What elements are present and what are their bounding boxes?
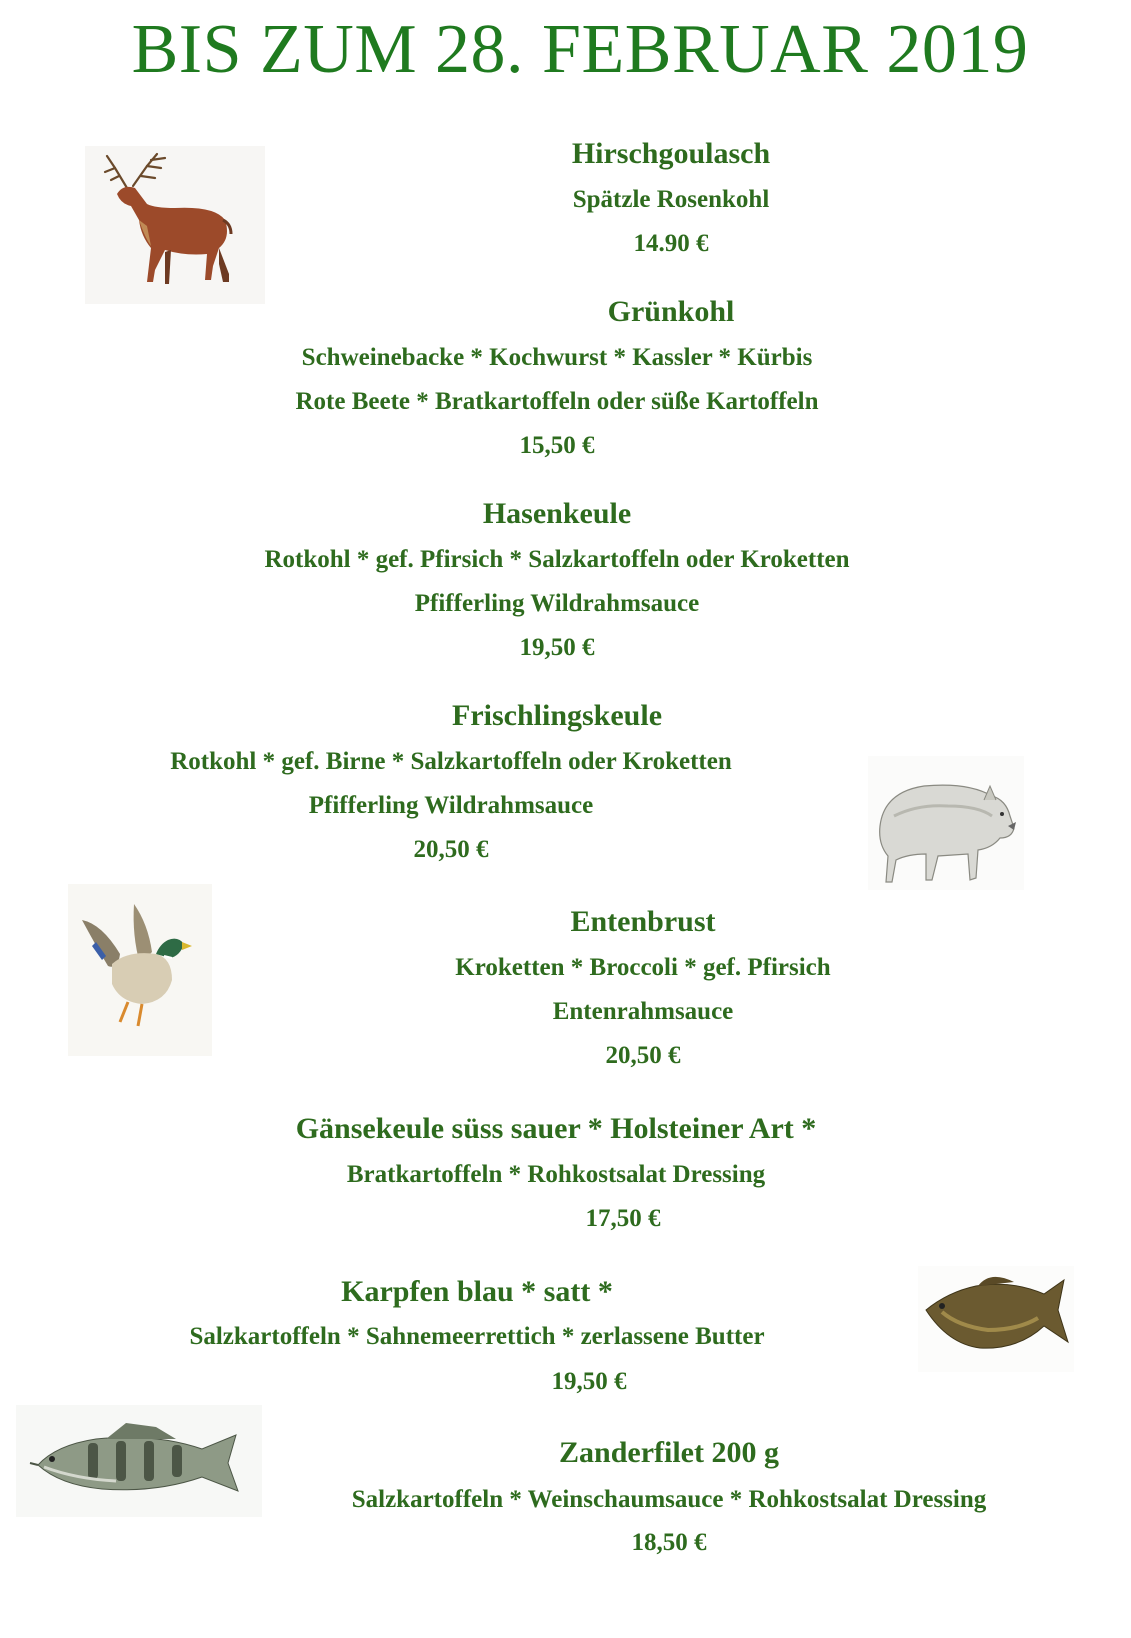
zander-image [16, 1405, 262, 1517]
carp-image [918, 1266, 1074, 1372]
dish-description: Rote Beete * Bratkartoffeln oder süße Kartoffeln [295, 388, 819, 415]
dish-description: Salzkartoffeln * Weinschaumsauce * Rohkostsalat Dressing [351, 1486, 987, 1513]
dish-price: 20,50 € [605, 1042, 681, 1069]
dish-price: 15,50 € [519, 432, 595, 459]
deer-image [85, 146, 265, 304]
dish-price: 19,50 € [551, 1368, 627, 1395]
menu-title: BIS ZUM 28. FEBRUAR 2019 [131, 11, 1029, 88]
dish-description: Spätzle Rosenkohl [572, 186, 770, 213]
dish-description: Salzkartoffeln * Sahnemeerrettich * zerlassene Butter [189, 1323, 765, 1350]
dish-name: Zanderfilet 200 g [559, 1436, 779, 1469]
dish-name: Karpfen blau * satt * [341, 1275, 613, 1308]
dish-name: Grünkohl [607, 295, 735, 328]
dish-name: Gänsekeule süss sauer * Holsteiner Art * [295, 1112, 817, 1145]
dish-name: Hirschgoulasch [571, 137, 771, 170]
dish-description: Rotkohl * gef. Pfirsich * Salzkartoffeln oder Kroketten [264, 546, 850, 573]
dish-description: Pfifferling Wildrahmsauce [308, 792, 594, 819]
dish-name: Frischlingskeule [451, 699, 663, 732]
wild-boar-image [868, 756, 1024, 890]
dish-name: Hasenkeule [482, 497, 632, 530]
mallard-duck-image [68, 884, 212, 1056]
dish-description: Schweinebacke * Kochwurst * Kassler * Kürbis [301, 344, 813, 371]
dish-price: 19,50 € [519, 634, 595, 661]
dish-price: 14.90 € [633, 230, 709, 257]
dish-description: Pfifferling Wildrahmsauce [414, 590, 700, 617]
dish-name: Entenbrust [570, 905, 716, 938]
dish-price: 17,50 € [585, 1205, 661, 1232]
dish-description: Entenrahmsauce [552, 998, 734, 1025]
dish-description: Bratkartoffeln * Rohkostsalat Dressing [346, 1161, 766, 1188]
dish-price: 20,50 € [413, 836, 489, 863]
dish-description: Kroketten * Broccoli * gef. Pfirsich [455, 954, 831, 981]
dish-description: Rotkohl * gef. Birne * Salzkartoffeln oder Kroketten [170, 748, 732, 775]
dish-price: 18,50 € [631, 1529, 707, 1556]
